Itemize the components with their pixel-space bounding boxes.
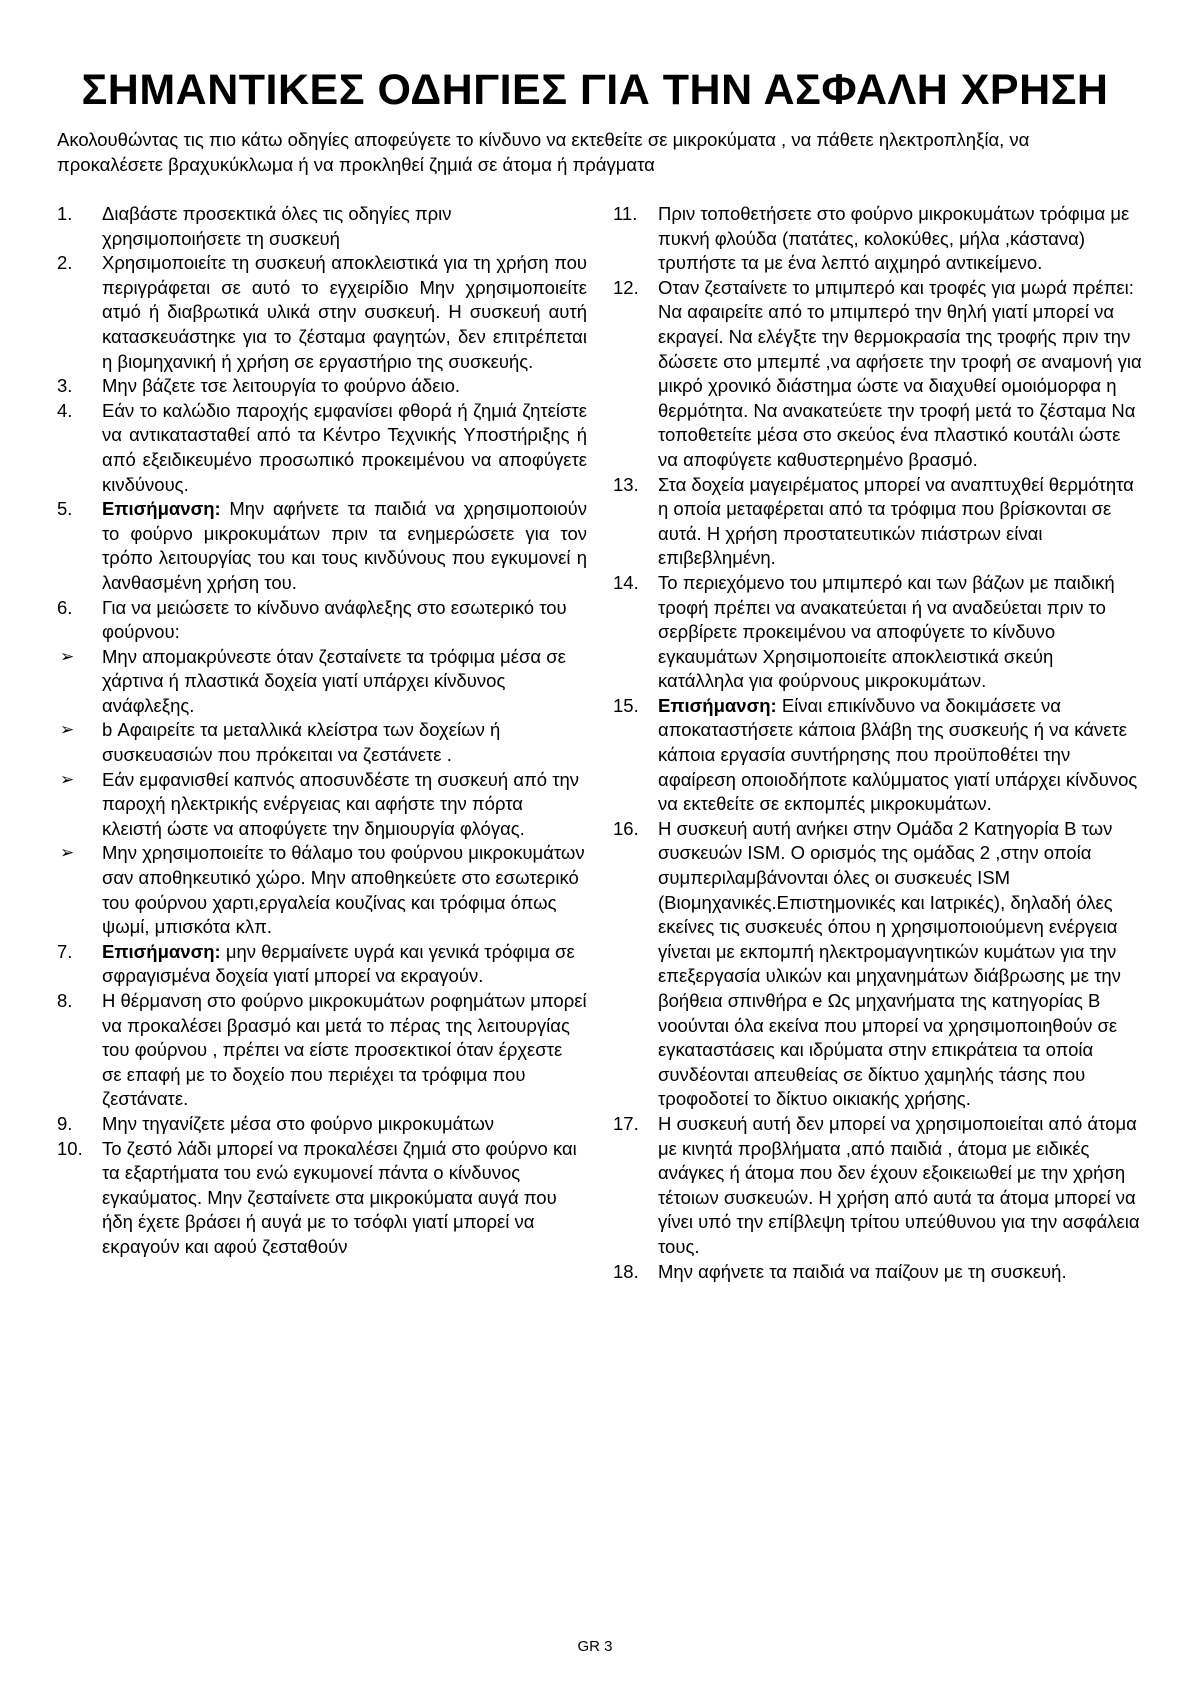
- item-number: 8.: [57, 990, 73, 1011]
- item-number: 14.: [613, 571, 639, 593]
- item-number: 5.: [57, 498, 73, 520]
- item-text: Εάν το καλώδιο παροχής εμφανίσει φθορά ή ζημιά ζητείστε να αντικατασταθεί από τα Κέντρο Τεχνικής Υποστήριξης ή από εξειδικευμένο προσωπικό προκειμένου να αποφύγετε κινδύνους.: [102, 399, 587, 495]
- intro-paragraph: Ακολουθώντας τις πιο κάτω οδηγίες αποφεύγετε το κίνδυνο να εκτεθείτε σε μικροκύματα , να πάθετε ηλεκτροπληξία, να προκαλέσετε βραχυκύκλωμα ή να προκληθεί ζημιά σε άτομα ή πράγματα: [57, 129, 1030, 175]
- right-column: [613, 202, 1143, 1284]
- item-number: 17.: [613, 1112, 639, 1134]
- item-number: 2.: [57, 252, 73, 274]
- list-item: [57, 989, 587, 1112]
- item-text: Μην βάζετε τσε λειτουργία το φούρνο άδειο.: [102, 375, 461, 397]
- bullet-text: Εάν εμφανισθεί καπνός αποσυνδέστε τη συσκευή από την παροχή ηλεκτρικής ενέργειας και αφήστε την πόρτα κλειστή ώστε να αποφύγετε την δημιουργία φλόγας.: [102, 768, 580, 839]
- item-number: 12.: [613, 276, 639, 298]
- warning-label: Επισήμανση:: [102, 498, 221, 520]
- list-item: [57, 1137, 587, 1260]
- bullet-item: [57, 841, 587, 939]
- bullet-item: [57, 645, 587, 719]
- item-body: [102, 940, 587, 989]
- list-item: [57, 596, 587, 645]
- list-item: [57, 202, 587, 251]
- item-text: Χρησιμοποιείτε τη συσκευή αποκλειστικά για τη χρήση που περιγράφεται σε αυτό το εγχειρίδιο Μην χρησιμοποιείτε ατμό ή διαβρωτικά υλικά στην συσκευή. Η συσκευή αυτή κατασκευάστηκε για το ζέσταμα φαγητών, δεν επιτρέπεται η βιομηχανική ή χρήση σε εργαστήριο της συσκευής.: [102, 252, 587, 372]
- list-item: [57, 1112, 587, 1137]
- arrow-bullet-icon: ➢: [60, 720, 75, 740]
- item-text: Η συσκευή αυτή ανήκει στην Ομάδα 2 Κατηγορία Β των συσκευών ISM. Ο ορισμός της ομάδας 2 ,στην οποία συμπεριλαμβάνονται όλες οι συσκευές ISM (Βιομηχανικές.Επιστημονικές και Ιατρικές), δηλαδή όλες εκείνες τις συσκευές όπου η χρησιμοποιούμενη ενέργεια γίνεται με εκπομπή ηλεκτρομαγνητικών κυμάτων για την επεξεργασία υλικών και μηχανημάτων διάβρωσης με την βοήθεια σπινθήρα e Ως μηχανήματα της κατηγορίας Β νοούνται όλα εκείνα που μπορεί να χρησιμοποιηθούν σε εγκαταστάσεις και ιδρύματα στην επικράτεια τα οποία συνδέονται απευθείας σε δίκτυο χαμηλής τάσης που τροφοδοτεί το δίκτυο οικιακής χρήσης.: [658, 817, 1121, 1110]
- item-number: 3.: [57, 375, 73, 397]
- list-item: [613, 817, 1143, 1112]
- bullet-text: b Αφαιρείτε τα μεταλλικά κλείστρα των δοχείων ή συσκευασιών που πρόκειται να ζεστάνετε .: [102, 719, 501, 766]
- item-text: Διαβάστε προσεκτικά όλες τις οδηγίες πριν χρησιμοποιήσετε τη συσκευή: [102, 203, 452, 249]
- item-body: [658, 694, 1143, 817]
- arrow-bullet-icon: ➢: [60, 843, 75, 863]
- item-text: μην θερμαίνετε υγρά και γενικά τρόφιμα σε σφραγισμένα δοχεία γιατί μπορεί να εκραγούν.: [102, 940, 575, 987]
- item-number: 10.: [57, 1137, 83, 1159]
- item-text: Το περιεχόμενο του μπιμπερό και των βάζων με παιδική τροφή πρέπει να ανακατεύεται ή να αναδεύεται πριν το σερβίρετε προκειμένου να αποφύγετε το κίνδυνο εγκαυμάτων Χρησιμοποιείτε αποκλειστικά σκεύη κατάλληλα για φούρνους μικροκυμάτων.: [658, 571, 1115, 692]
- item-text: Μην αφήνετε τα παιδιά να χρησιμοποιούν το φούρνο μικροκυμάτων πριν τα ενημερώσετε για τον τρόπο λειτουργίας του και τους κινδύνους που εγκυμονεί η λανθασμένη χρήση του.: [102, 498, 587, 593]
- item-number: 7.: [57, 940, 73, 962]
- warning-label: Επισήμανση:: [658, 694, 777, 716]
- left-column: [57, 202, 587, 1260]
- bullet-item: [57, 768, 587, 842]
- item-number: 9.: [57, 1112, 73, 1134]
- item-text: Μην τηγανίζετε μέσα στο φούρνο μικροκυμάτων: [102, 1112, 495, 1134]
- list-item: [613, 473, 1143, 571]
- item-text: Μην αφήνετε τα παιδιά να παίζουν με τη συσκευή.: [658, 1260, 1067, 1282]
- bullet-text: Μην χρησιμοποιείτε το θάλαμο του φούρνου μικροκυμάτων σαν αποθηκευτικό χώρο. Μην αποθηκεύετε στο εσωτερικό του φούρνου χαρτι,εργαλεία κουζίνας και τρόφιμα όπως ψωμί, μπισκότα κλπ.: [102, 842, 585, 938]
- item-text: Το ζεστό λάδι μπορεί να προκαλέσει ζημιά στο φούρνο και τα εξαρτήματα του ενώ εγκυμονεί πάντα ο κίνδυνος εγκαύματος. Μην ζεσταίνετε στα μικροκύματα αυγά που ήδη έχετε βράσει ή αυγά με το τσόφλι γιατί μπορεί να εκραγούν και αφού ζεσταθούν: [102, 1137, 577, 1257]
- bullet-text: Μην απομακρύνεστε όταν ζεσταίνετε τα τρόφιμα μέσα σε χάρτινα ή πλαστικά δοχεία γιατί υπάρχει κίνδυνος ανάφλεξης.: [102, 645, 566, 716]
- item-text: Πριν τοποθετήσετε στο φούρνο μικροκυμάτων τρόφιμα με πυκνή φλούδα (πατάτες, κολοκύθες, μήλα ,κάστανα) τρυπήστε τα με ένα λεπτό αιχμηρό αντικείμενο.: [658, 203, 1130, 274]
- item-body: [102, 497, 587, 595]
- page-number: GR 3: [577, 1638, 613, 1655]
- page-title: ΣΗΜΑΝΤΙΚΕΣ ΟΔΗΓΙΕΣ ΓΙΑ ΤΗΝ ΑΣΦΑΛΗ ΧΡΗΣΗ: [81, 66, 1109, 114]
- list-item: [57, 399, 587, 497]
- item-text: Η θέρμανση στο φούρνο μικροκυμάτων ροφημάτων μπορεί να προκαλέσει βρασμό και μετά το πέρας της λειτουργίας του φούρνου , πρέπει να είστε προσεκτικοί όταν έρχεστε σε επαφή με το δοχείο που περιέχει τα τρόφιμα που ζεστάνατε.: [102, 990, 587, 1110]
- list-item: [57, 251, 587, 374]
- list-item: [613, 694, 1143, 817]
- list-item: [57, 497, 587, 595]
- item-number: 18.: [613, 1260, 639, 1282]
- list-item: [57, 940, 587, 989]
- item-text: Η συσκευή αυτή δεν μπορεί να χρησιμοποιείται από άτομα με κινητά προβλήματα ,από παιδιά , άτομα με ειδικές ανάγκες ή άτομα που δεν έχουν εξοικειωθεί με την χρήση τέτοιων συσκευών. Η χρήση από αυτά τα άτομα μπορεί να γίνει υπό την επίβλεψη τρίτου υπεύθυνου για την ασφάλεια τους.: [658, 1112, 1140, 1257]
- list-item: [613, 1112, 1143, 1260]
- item-text: Για να μειώσετε το κίνδυνο ανάφλεξης στο εσωτερικό του φούρνου:: [102, 596, 567, 643]
- item-number: 1.: [57, 203, 73, 224]
- item-number: 16.: [613, 817, 639, 839]
- arrow-bullet-icon: ➢: [60, 769, 75, 789]
- item-number: 11.: [613, 203, 638, 224]
- bullet-list-container: [57, 645, 587, 940]
- item-number: 4.: [57, 399, 73, 421]
- list-item: [613, 202, 1143, 276]
- list-item: [613, 276, 1143, 473]
- item-text: Είναι επικίνδυνο να δοκιμάσετε να αποκαταστήσετε κάποια βλάβη της συσκευής ή να κάνετε κάποια εργασία συντήρησης που προϋποθέτει την αφαίρεση οποιοδήποτε καλύμματος γιατί υπάρχει κίνδυνος να εκτεθείτε σε εκπομπές μικροκυμάτων.: [658, 694, 1138, 815]
- item-number: 6.: [57, 596, 73, 618]
- list-item: [613, 1260, 1143, 1285]
- warning-label: Επισήμανση:: [102, 940, 221, 962]
- item-number: 15.: [613, 694, 639, 716]
- arrow-bullet-icon: ➢: [60, 646, 75, 666]
- item-text: Οταν ζεσταίνετε το μπιμπερό και τροφές για μωρά πρέπει: Να αφαιρείτε από το μπιμπερό την θηλή γιατί μπορεί να εκραγεί. Να ελέγξτε την θερμοκρασία της τροφής πριν την δώσετε στο μπεμπέ ,να αφήσετε την τροφή σε αναμονή για μικρό χρονικό διάστημα ώστε να διαχυθεί ομοιόμορφα η θερμότητα. Να ανακατεύετε την τροφή μετά το ζέσταμα Να τοποθετείτε μέσα στο σκεύος ένα πλαστικό κουτάλι ώστε να αποφύγετε καθυστερημένο βρασμό.: [658, 276, 1142, 470]
- list-item: [613, 571, 1143, 694]
- bullet-item: [57, 718, 587, 767]
- item-text: Στα δοχεία μαγειρέματος μπορεί να αναπτυχθεί θερμότητα η οποία μεταφέρεται από τα τρόφιμα που βρίσκονται σε αυτά. Η χρήση προστατευτικών πιάστρων είναι επιβεβλημένη.: [658, 473, 1134, 569]
- bullet-list: [57, 645, 587, 940]
- item-number: 13.: [613, 473, 639, 495]
- list-item: [57, 374, 587, 399]
